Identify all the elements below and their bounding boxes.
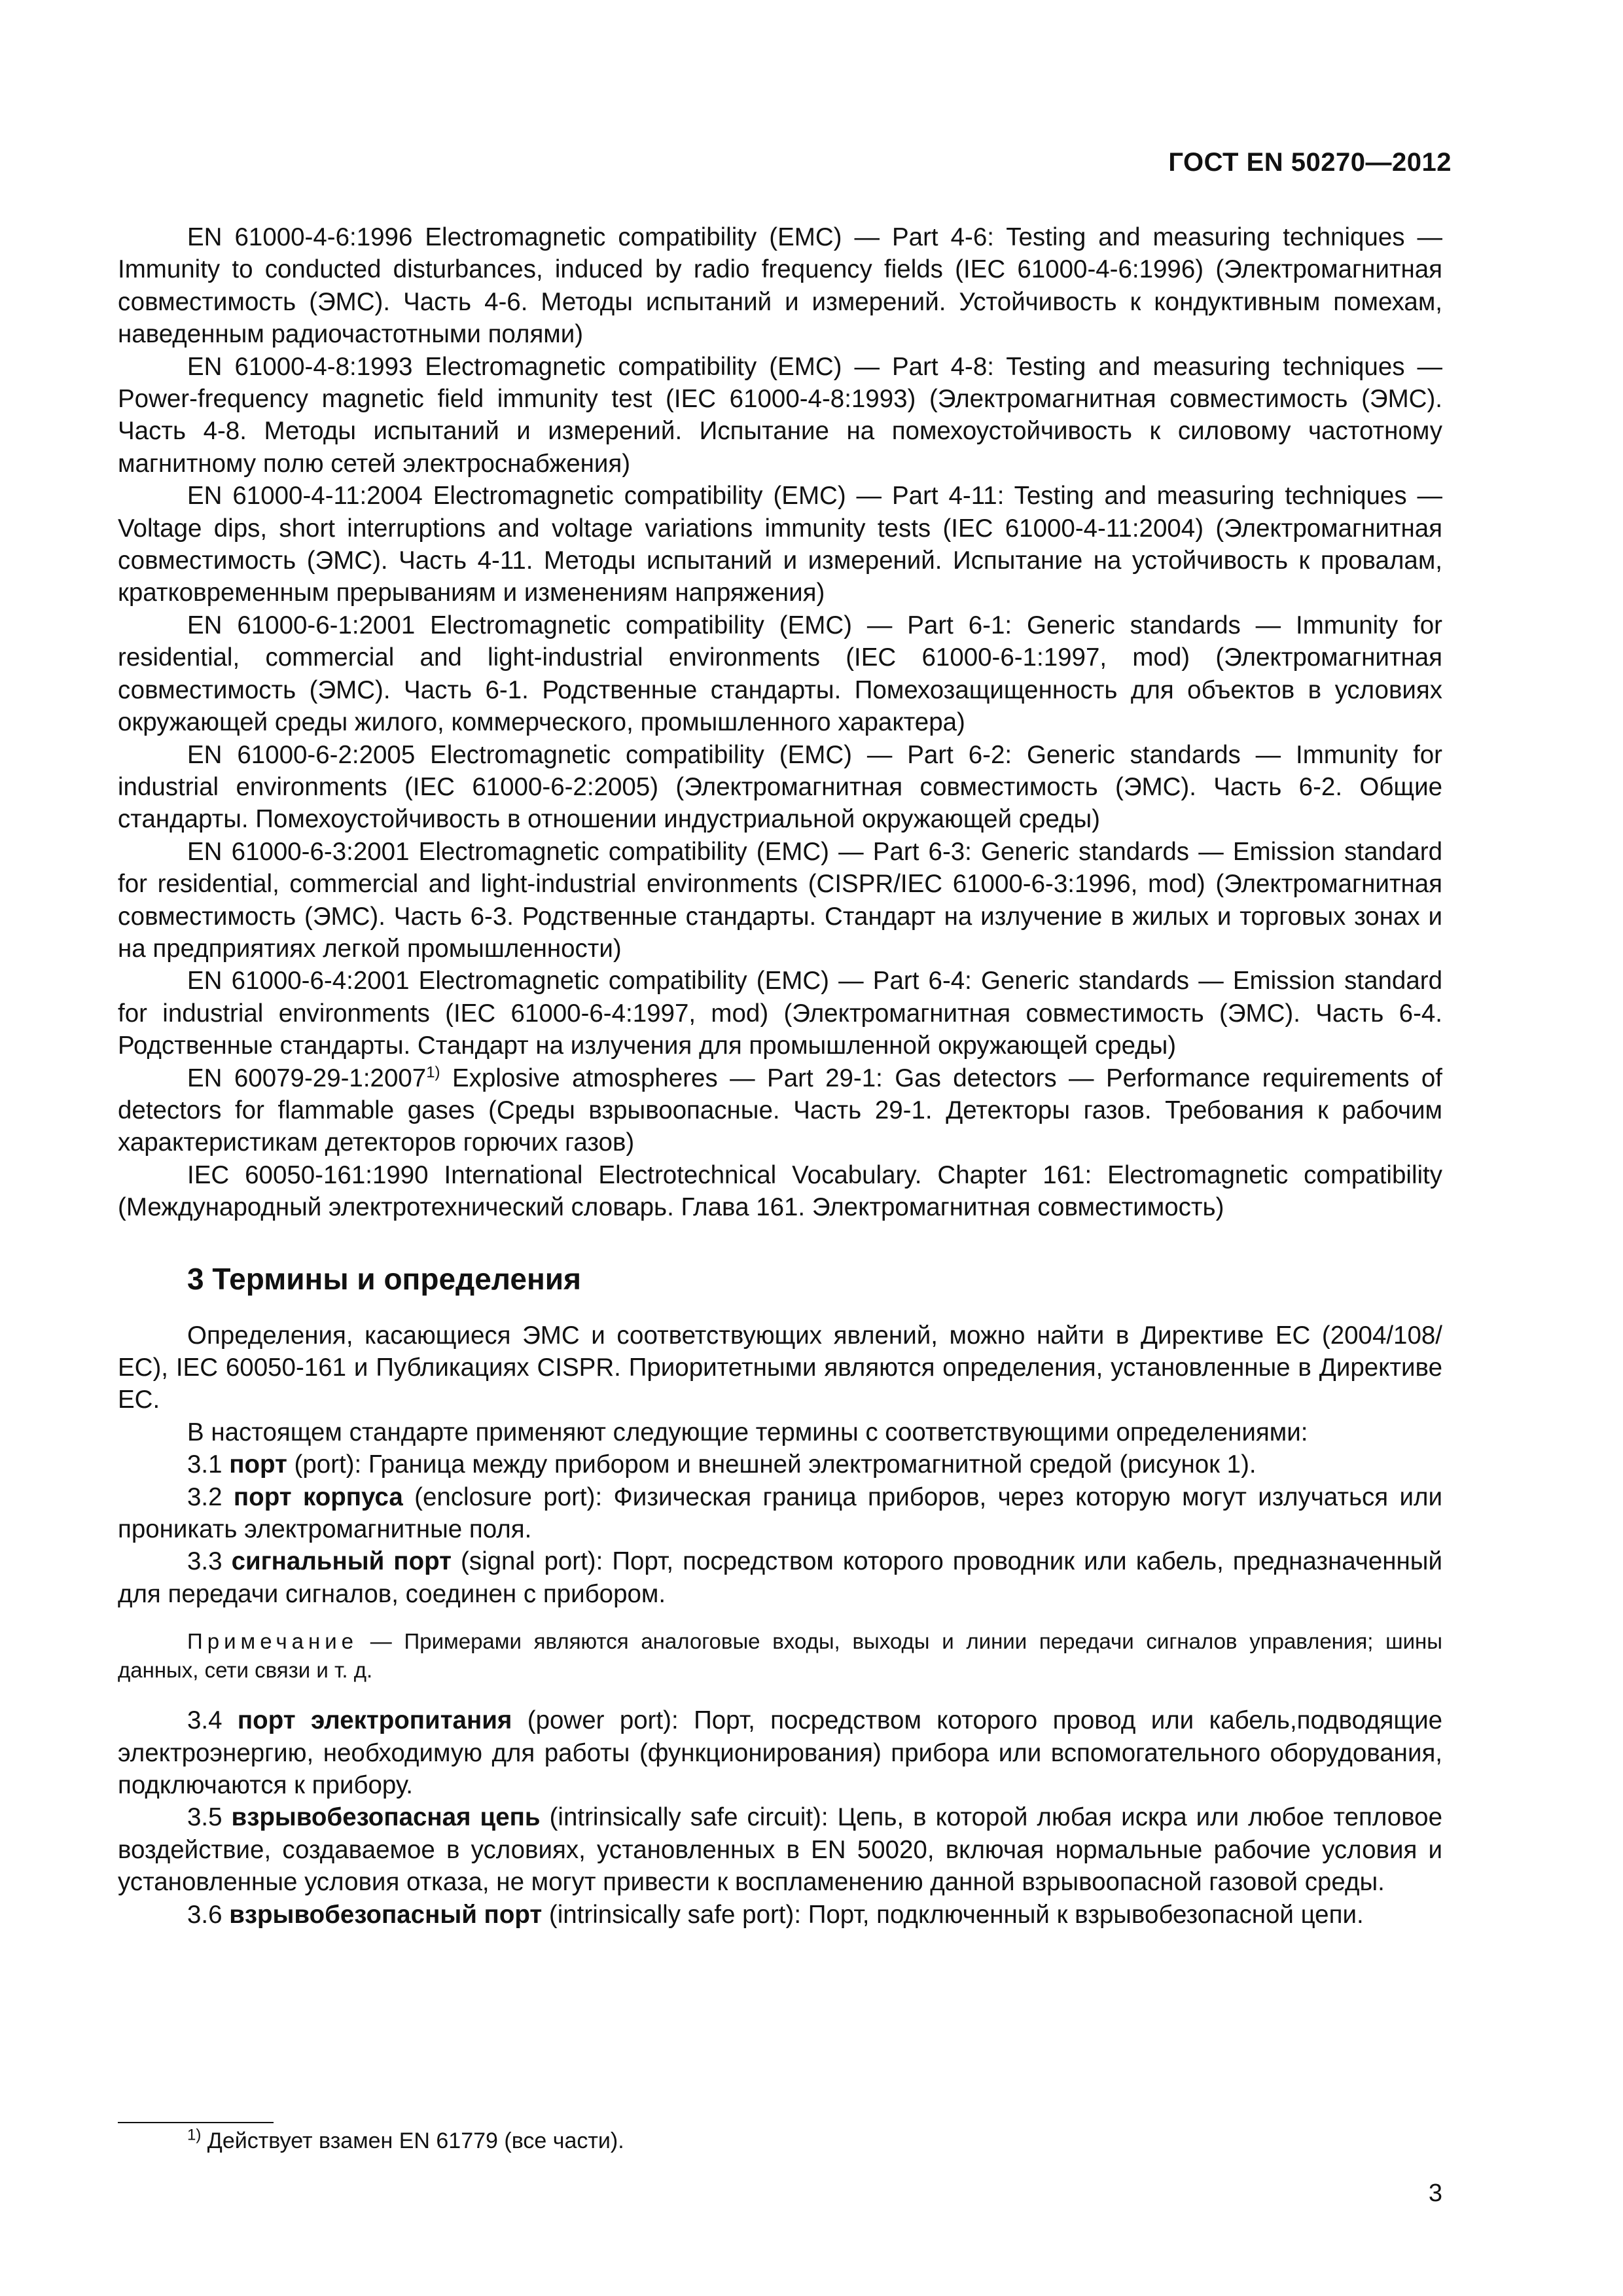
term-number: 3.2 — [187, 1482, 234, 1511]
term-number: 3.6 — [187, 1900, 230, 1929]
reference-code: EN 60079-29-1:2007 — [187, 1064, 427, 1092]
note-label: Примечание — [187, 1629, 359, 1654]
section-heading: 3 Термины и определения — [187, 1261, 581, 1296]
reference-en-60079-29-1 — [118, 1062, 1442, 1159]
note-text: — Примерами являются аналоговые входы, выходы и линии передачи сигналов управления; шины данных, сети связи и т. д. — [118, 1629, 1442, 1683]
term-number: 3.4 — [187, 1706, 238, 1735]
term-number: 3.1 — [187, 1450, 230, 1479]
reference-en-61000-4-11: EN 61000-4-11:2004 Electromagnetic compatibility (EMC) — Part 4-11: Testing and measuring techniques — Voltage dips, short interruptions and voltage variations immunity tests (IEC 61000-4-11:2004) (Электромагнитная совместимость (ЭМС). Часть 4-11. Методы испытаний и измерений. Испытание на устойчивость к провалам, кратковременным прерываниям и изменениям напряжения) — [118, 482, 1442, 607]
term-definition: (power port): Порт, посредством которого провод или кабель,подводящие электроэнергию, необходимую для работы (функционирования) прибора или вспомогательного оборудования, подключаются к прибору. — [118, 1706, 1443, 1800]
term-definition: (intrinsically safe port): Порт, подключенный к взрывобезопасной цепи. — [542, 1900, 1364, 1929]
footnote-text: Действует взамен EN 61779 (все части). — [201, 2128, 624, 2153]
term-name: порт электропитания — [237, 1706, 512, 1735]
term-name: порт — [229, 1450, 287, 1479]
term-definition: (enclosure port): Физическая граница приборов, через которую могут излучаться или проникать электромагнитные поля. — [118, 1482, 1442, 1544]
term-3-2 — [118, 1481, 1442, 1546]
term-3-5 — [118, 1801, 1442, 1898]
page-content — [118, 221, 1442, 1931]
term-3-1 — [118, 1448, 1442, 1480]
footnote-divider — [118, 2122, 274, 2123]
footnote — [187, 2126, 624, 2156]
term-number: 3.3 — [187, 1547, 232, 1576]
reference-en-61000-6-3: EN 61000-6-3:2001 Electromagnetic compatibility (EMC) — Part 6-3: Generic standards — Emission standard for residential, commercial and light-industrial environments (CISPR/IEC 61000-6-3:1996, mod) (Электромагнитная совместимость (ЭМС). Часть 6-3. Родственные стандарты. Стандарт на излучение в жилых и торговых зонах и на предприятиях легкой промышленности) — [118, 837, 1442, 963]
reference-iec-60050-161: IEC 60050-161:1990 International Electrotechnical Vocabulary. Chapter 161: Electromagnetic compatibility (Международный электротехнический словарь. Глава 161. Электромагнитная совместимость) — [118, 1160, 1442, 1222]
term-3-3 — [118, 1545, 1442, 1610]
term-name: взрывобезопасный порт — [229, 1900, 543, 1929]
term-name: сигнальный порт — [231, 1547, 452, 1576]
page-number: 3 — [1428, 2179, 1442, 2207]
term-definition: (signal port): Порт, посредством которого проводник или кабель, предназначенный для передачи сигналов, соединен с прибором. — [118, 1547, 1442, 1608]
reference-en-61000-6-1: EN 61000-6-1:2001 Electromagnetic compatibility (EMC) — Part 6-1: Generic standards — Immunity for residential, commercial and light-industrial environments (IEC 61000-6-1:1997, mod) (Электромагнитная совместимость (ЭМС). Часть 6-1. Родственные стандарты. Помехозащищенность для объектов в условиях окружающей среды жилого, коммерческого, промышленного характера) — [118, 611, 1442, 737]
reference-en-61000-6-4: EN 61000-6-4:2001 Electromagnetic compatibility (EMC) — Part 6-4: Generic standards — Emission standard for industrial environments (IEC 61000-6-4:1997, mod) (Электромагнитная совместимость (ЭМС). Часть 6-4. Родственные стандарты. Стандарт на излучения для промышленной окружающей среды) — [118, 967, 1442, 1060]
section-intro-paragraph: Определения, касающиеся ЭМС и соответствующих явлений, можно найти в Директиве ЕС (2004/108/ЕС), IEC 60050-161 и Публикациях CISPR. Приоритетными являются определения, установленные в Директиве ЕС. — [118, 1321, 1442, 1414]
term-3-4 — [118, 1704, 1442, 1801]
note-paragraph — [118, 1627, 1442, 1685]
reference-text: Explosive atmospheres — Part 29-1: Gas detectors — Performance requirements of detectors for flammable gases (Среды взрывоопасные. Часть 29-1. Детекторы газов. Требования к рабочим характеристикам детекторов горючих газов) — [118, 1064, 1442, 1157]
term-name: порт корпуса — [233, 1482, 403, 1511]
term-name: взрывобезопасная цепь — [231, 1803, 541, 1832]
term-3-6 — [118, 1899, 1442, 1931]
reference-en-61000-4-8: EN 61000-4-8:1993 Electromagnetic compatibility (EMC) — Part 4-8: Testing and measuring techniques — Power-frequency magnetic field immunity test (IEC 61000-4-8:1993) (Электромагнитная совместимость (ЭМС). Часть 4-8. Методы испытаний и измерений. Испытание на помехоустойчивость к силовому частотному магнитному полю сетей электроснабжения) — [118, 352, 1442, 478]
footnote-marker: 1) — [426, 1063, 440, 1081]
term-number: 3.5 — [187, 1803, 232, 1832]
section-intro-paragraph-2: В настоящем стандарте применяют следующие термины с соответствующими определениями: — [187, 1418, 1308, 1446]
reference-en-61000-4-6: EN 61000-4-6:1996 Electromagnetic compatibility (EMC) — Part 4-6: Testing and measuring techniques — Immunity to conducted disturbances, induced by radio frequency fields (IEC 61000-4-6:1996) (Электромагнитная совместимость (ЭМС). Часть 4-6. Методы испытаний и измерений. Устойчивость к кондуктивным помехам, наведенным радиочастотными полями) — [118, 223, 1442, 349]
footnote-mark: 1) — [187, 2126, 202, 2144]
document-code-header: ГОСТ EN 50270—2012 — [1168, 148, 1452, 177]
reference-en-61000-6-2: EN 61000-6-2:2005 Electromagnetic compatibility (EMC) — Part 6-2: Generic standards — Immunity for industrial environments (IEC 61000-6-2:2005) (Электромагнитная совместимость (ЭМС). Часть 6-2. Общие стандарты. Помехоустойчивость в отношении индустриальной окружающей среды) — [118, 740, 1442, 834]
term-definition: (port): Граница между прибором и внешней электромагнитной средой (рисунок 1). — [287, 1450, 1257, 1479]
term-definition: (intrinsically safe circuit): Цепь, в которой любая искра или любое тепловое воздействие, создаваемое в условиях, установленных в EN 50020, включая нормальные рабочие условия и установленные условия отказа, не могут привести к воспламенению данной взрывоопасной газовой среды. — [118, 1803, 1442, 1897]
